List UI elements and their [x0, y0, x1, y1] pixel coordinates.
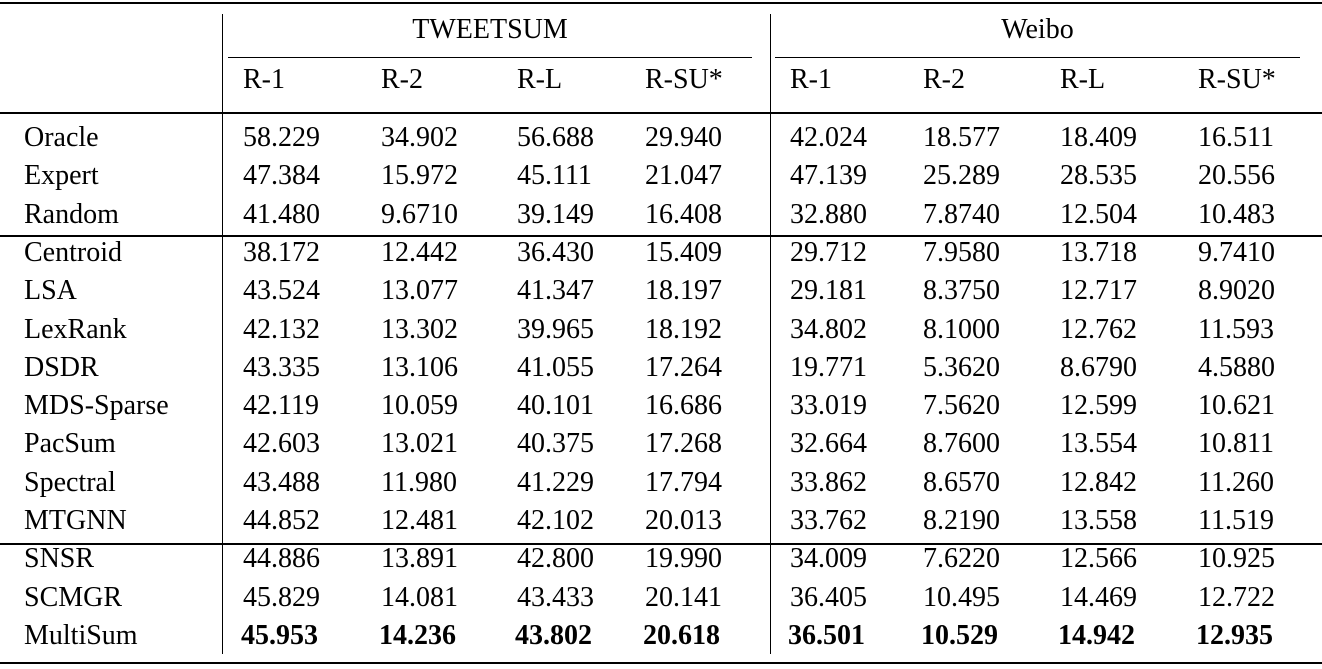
- score-cell: 41.055: [517, 351, 594, 383]
- score-cell: 5.3620: [923, 351, 1000, 383]
- score-cell: 36.405: [790, 581, 867, 613]
- score-cell: 19.990: [645, 543, 722, 575]
- score-cell: 18.192: [645, 313, 722, 345]
- score-cell: 43.433: [517, 581, 594, 613]
- score-cell: 10.059: [381, 390, 458, 422]
- method-name: MultiSum: [24, 619, 138, 651]
- score-cell: 38.172: [243, 236, 320, 268]
- score-cell: 10.925: [1198, 543, 1275, 575]
- method-name: Spectral: [24, 466, 116, 498]
- score-cell: 28.535: [1060, 160, 1137, 192]
- score-cell: 10.495: [923, 581, 1000, 613]
- score-cell: 13.718: [1060, 236, 1137, 268]
- score-cell: 40.375: [517, 428, 594, 460]
- score-cell: 7.8740: [923, 198, 1000, 230]
- score-cell: 47.139: [790, 160, 867, 192]
- column-header-r-1-weibo: R-1: [790, 64, 832, 95]
- score-cell: 47.384: [243, 160, 320, 192]
- method-name: LexRank: [24, 313, 127, 345]
- score-cell: 20.013: [645, 505, 722, 536]
- score-cell: 18.577: [923, 122, 1000, 153]
- vertical-divider-methods: [222, 14, 223, 654]
- score-cell: 42.132: [243, 313, 320, 345]
- cmidrule-weibo: [775, 57, 1300, 58]
- score-cell: 43.802: [515, 619, 592, 651]
- score-cell: 33.019: [790, 390, 867, 422]
- score-cell: 29.712: [790, 236, 867, 268]
- score-cell: 39.965: [517, 313, 594, 345]
- score-cell: 13.077: [381, 275, 458, 307]
- score-cell: 12.566: [1060, 543, 1137, 575]
- score-cell: 14.942: [1058, 619, 1135, 651]
- score-cell: 12.722: [1198, 581, 1275, 613]
- score-cell: 13.106: [381, 351, 458, 383]
- score-cell: 45.829: [243, 581, 320, 613]
- score-cell: 10.529: [921, 619, 998, 651]
- score-cell: 41.347: [517, 275, 594, 307]
- score-cell: 13.891: [381, 543, 458, 575]
- score-cell: 16.511: [1198, 122, 1274, 153]
- score-cell: 19.771: [790, 351, 867, 383]
- score-cell: 41.480: [243, 198, 320, 230]
- score-cell: 25.289: [923, 160, 1000, 192]
- score-cell: 36.430: [517, 236, 594, 268]
- score-cell: 20.556: [1198, 160, 1275, 192]
- column-header-r-su-star-weibo: R-SU*: [1198, 64, 1276, 95]
- score-cell: 33.762: [790, 505, 867, 536]
- score-cell: 44.886: [243, 543, 320, 575]
- score-cell: 13.558: [1060, 505, 1137, 536]
- score-cell: 43.488: [243, 466, 320, 498]
- score-cell: 12.842: [1060, 466, 1137, 498]
- score-cell: 20.141: [645, 581, 722, 613]
- score-cell: 11.980: [381, 466, 457, 498]
- column-header-r-2-weibo: R-2: [923, 64, 965, 95]
- column-header-r-su-star-tweetsum: R-SU*: [645, 64, 723, 95]
- method-name: Random: [24, 198, 119, 230]
- score-cell: 20.618: [643, 619, 720, 651]
- score-cell: 42.102: [517, 505, 594, 536]
- column-header-r-l-tweetsum: R-L: [517, 64, 563, 95]
- score-cell: 32.664: [790, 428, 867, 460]
- score-cell: 32.880: [790, 198, 867, 230]
- column-header-r-2-tweetsum: R-2: [381, 64, 423, 95]
- score-cell: 14.236: [379, 619, 456, 651]
- score-cell: 12.935: [1196, 619, 1273, 651]
- score-cell: 43.524: [243, 275, 320, 307]
- score-cell: 8.6790: [1060, 351, 1137, 383]
- score-cell: 58.229: [243, 122, 320, 153]
- score-cell: 11.260: [1198, 466, 1274, 498]
- score-cell: 21.047: [645, 160, 722, 192]
- method-name: SNSR: [24, 543, 95, 575]
- score-cell: 7.9580: [923, 236, 1000, 268]
- bottom-rule: [0, 662, 1322, 664]
- method-name: LSA: [24, 275, 77, 307]
- score-cell: 42.119: [243, 390, 319, 422]
- column-header-r-l-weibo: R-L: [1060, 64, 1106, 95]
- method-name: MTGNN: [24, 505, 127, 536]
- score-cell: 36.501: [788, 619, 865, 651]
- score-cell: 34.902: [381, 122, 458, 153]
- score-cell: 17.264: [645, 351, 722, 383]
- score-cell: 8.3750: [923, 275, 1000, 307]
- column-header-r-1-tweetsum: R-1: [243, 64, 285, 95]
- score-cell: 42.800: [517, 543, 594, 575]
- score-cell: 14.469: [1060, 581, 1137, 613]
- score-cell: 9.7410: [1198, 236, 1275, 268]
- score-cell: 13.021: [381, 428, 458, 460]
- score-cell: 12.717: [1060, 275, 1137, 307]
- method-name: MDS-Sparse: [24, 390, 169, 422]
- score-cell: 10.811: [1198, 428, 1274, 460]
- score-cell: 8.7600: [923, 428, 1000, 460]
- vertical-divider-datasets: [770, 14, 771, 654]
- score-cell: 14.081: [381, 581, 458, 613]
- group-header-tweetsum: TWEETSUM: [412, 14, 568, 45]
- score-cell: 29.940: [645, 122, 722, 153]
- score-cell: 8.1000: [923, 313, 1000, 345]
- score-cell: 8.9020: [1198, 275, 1275, 307]
- score-cell: 12.762: [1060, 313, 1137, 345]
- score-cell: 39.149: [517, 198, 594, 230]
- score-cell: 42.024: [790, 122, 867, 153]
- method-name: Oracle: [24, 122, 99, 153]
- header-rule: [0, 112, 1322, 114]
- score-cell: 16.408: [645, 198, 722, 230]
- score-cell: 40.101: [517, 390, 594, 422]
- score-cell: 13.302: [381, 313, 458, 345]
- score-cell: 12.442: [381, 236, 458, 268]
- score-cell: 8.2190: [923, 505, 1000, 536]
- score-cell: 42.603: [243, 428, 320, 460]
- score-cell: 18.197: [645, 275, 722, 307]
- score-cell: 13.554: [1060, 428, 1137, 460]
- method-name: DSDR: [24, 351, 99, 383]
- score-cell: 8.6570: [923, 466, 1000, 498]
- score-cell: 45.111: [517, 160, 592, 192]
- method-name: PacSum: [24, 428, 116, 460]
- score-cell: 41.229: [517, 466, 594, 498]
- score-cell: 11.519: [1198, 505, 1274, 536]
- score-cell: 9.6710: [381, 198, 458, 230]
- score-cell: 33.862: [790, 466, 867, 498]
- score-cell: 12.599: [1060, 390, 1137, 422]
- score-cell: 12.504: [1060, 198, 1137, 230]
- cmidrule-tweetsum: [228, 57, 752, 58]
- score-cell: 15.972: [381, 160, 458, 192]
- method-name: Expert: [24, 160, 99, 192]
- score-cell: 17.794: [645, 466, 722, 498]
- method-name: Centroid: [24, 236, 122, 268]
- score-cell: 45.953: [241, 619, 318, 651]
- score-cell: 10.621: [1198, 390, 1275, 422]
- score-cell: 7.5620: [923, 390, 1000, 422]
- score-cell: 17.268: [645, 428, 722, 460]
- score-cell: 56.688: [517, 122, 594, 153]
- score-cell: 16.686: [645, 390, 722, 422]
- score-cell: 18.409: [1060, 122, 1137, 153]
- top-rule: [0, 2, 1322, 4]
- score-cell: 10.483: [1198, 198, 1275, 230]
- score-cell: 44.852: [243, 505, 320, 536]
- score-cell: 15.409: [645, 236, 722, 268]
- score-cell: 29.181: [790, 275, 867, 307]
- group-header-weibo: Weibo: [1001, 14, 1074, 45]
- score-cell: 34.802: [790, 313, 867, 345]
- score-cell: 12.481: [381, 505, 458, 536]
- score-cell: 11.593: [1198, 313, 1274, 345]
- method-name: SCMGR: [24, 581, 123, 613]
- score-cell: 34.009: [790, 543, 867, 575]
- score-cell: 4.5880: [1198, 351, 1275, 383]
- score-cell: 7.6220: [923, 543, 1000, 575]
- score-cell: 43.335: [243, 351, 320, 383]
